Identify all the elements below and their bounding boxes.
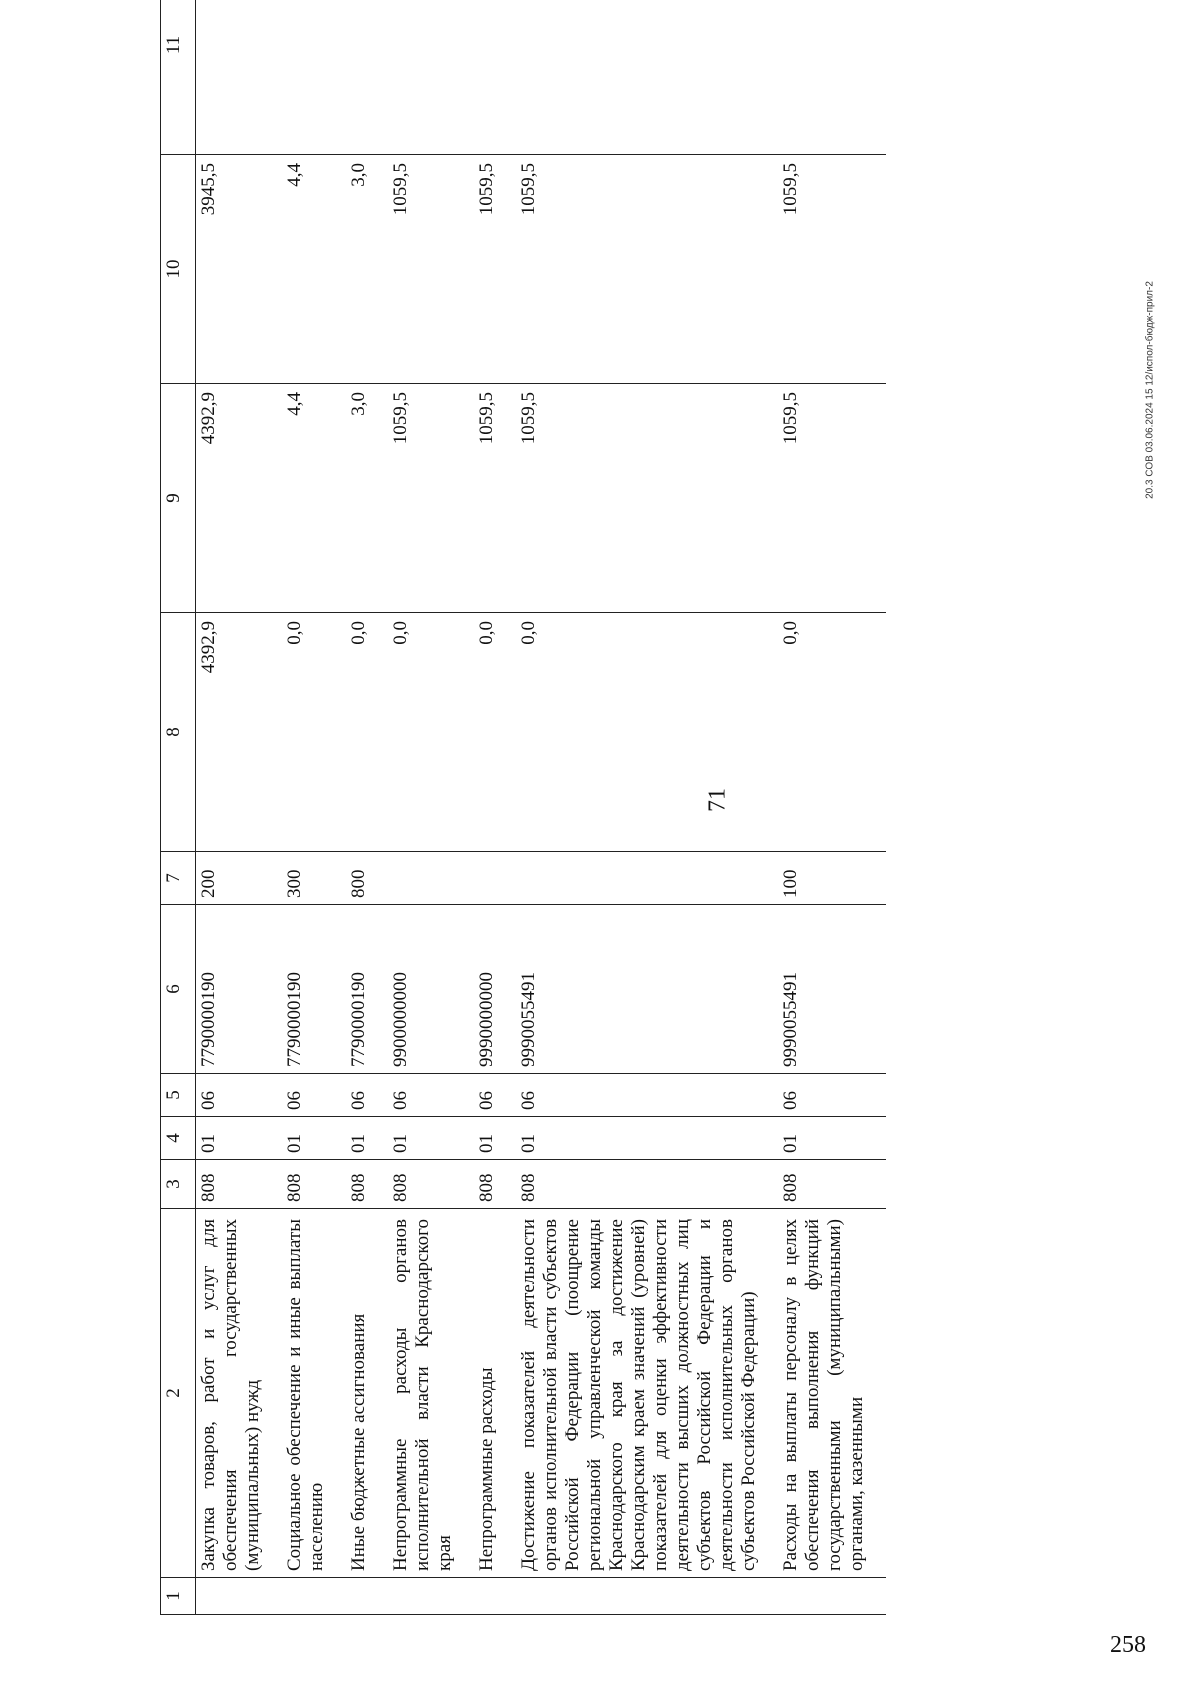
table-row: [778, 0, 886, 1615]
row-c3: 808: [778, 1160, 886, 1209]
row-c11: [346, 0, 388, 155]
row-c8: 0,0: [388, 613, 474, 852]
row-c11: [516, 0, 778, 155]
row-c10: 1059,5: [474, 155, 516, 384]
row-c9: 3,0: [346, 384, 388, 613]
row-c4: 01: [474, 1117, 516, 1160]
row-c6: 7790000190: [346, 905, 388, 1074]
row-c11: [778, 0, 886, 155]
row-c9: 1059,5: [474, 384, 516, 613]
row-c6: 9990055491: [778, 905, 886, 1074]
row-c8: 4392,9: [196, 613, 283, 852]
table-row: [388, 0, 474, 1615]
table-row: [346, 0, 388, 1615]
row-name: Закупка товаров, работ и услуг для обеспечения государственных (муниципальных) нужд: [196, 1209, 283, 1578]
row-c11: [388, 0, 474, 155]
row-c11: [196, 0, 283, 155]
row-c9: 1059,5: [778, 384, 886, 613]
row-c3: 808: [346, 1160, 388, 1209]
row-c4: 01: [388, 1117, 474, 1160]
row-c7: 200: [196, 852, 283, 905]
row-c6: 7790000190: [282, 905, 346, 1074]
row-c5: 06: [388, 1074, 474, 1117]
row-c6: 9990000000: [474, 905, 516, 1074]
row-c3: 808: [282, 1160, 346, 1209]
row-c5: 06: [196, 1074, 283, 1117]
row-c4: 01: [778, 1117, 886, 1160]
row-c9: 4,4: [282, 384, 346, 613]
row-c5: 06: [282, 1074, 346, 1117]
page-number: 71: [704, 788, 731, 812]
row-name: Расходы на выплаты персоналу в целях обеспечения выполнения функций государственными (муниципальными) органами, казенными: [778, 1209, 886, 1578]
budget-table: [160, 0, 886, 1615]
col-header-2: 2: [161, 1209, 196, 1578]
row-c11: [282, 0, 346, 155]
row-c10: 1059,5: [516, 155, 778, 384]
row-c9: 1059,5: [388, 384, 474, 613]
document-code: 20.3 СОВ 03.06.2024 15 12/испол-бюдж-прил-2: [1144, 281, 1156, 499]
row-c7: 300: [282, 852, 346, 905]
row-c9: 4392,9: [196, 384, 283, 613]
row-c3: 808: [516, 1160, 778, 1209]
col-header-5: 5: [161, 1074, 196, 1117]
row-c5: 06: [474, 1074, 516, 1117]
col-header-4: 4: [161, 1117, 196, 1160]
row-c6: 7790000190: [196, 905, 283, 1074]
col-header-6: 6: [161, 905, 196, 1074]
row-c3: 808: [474, 1160, 516, 1209]
row-c8: 0,0: [516, 613, 778, 852]
row-c5: 06: [778, 1074, 886, 1117]
row-c3: 808: [388, 1160, 474, 1209]
table-row: [196, 0, 283, 1615]
table-row: [282, 0, 346, 1615]
row-c8: 0,0: [282, 613, 346, 852]
col-header-8: 8: [161, 613, 196, 852]
row-c5: 06: [516, 1074, 778, 1117]
row-c3: 808: [196, 1160, 283, 1209]
row-c10: 1059,5: [388, 155, 474, 384]
row-c7: [474, 852, 516, 905]
table-header-row: [161, 0, 196, 1615]
row-name: Непрограммные расходы органов исполнительной власти Краснодарского края: [388, 1209, 474, 1578]
row-c7: [516, 852, 778, 905]
row-c7: [388, 852, 474, 905]
row-c11: [474, 0, 516, 155]
row-c10: 3,0: [346, 155, 388, 384]
row-name: Иные бюджетные ассигнования: [346, 1209, 388, 1578]
row-c5: 06: [346, 1074, 388, 1117]
table-row: [474, 0, 516, 1615]
row-c6: 9990055491: [516, 905, 778, 1074]
row-c8: 0,0: [778, 613, 886, 852]
row-c8: 0,0: [474, 613, 516, 852]
row-c10: 3945,5: [196, 155, 283, 384]
col-header-7: 7: [161, 852, 196, 905]
row-c4: 01: [196, 1117, 283, 1160]
row-c7: 800: [346, 852, 388, 905]
row-c4: 01: [346, 1117, 388, 1160]
table-row: [516, 0, 778, 1615]
col-header-9: 9: [161, 384, 196, 613]
row-c7: 100: [778, 852, 886, 905]
col-header-11: 11: [161, 0, 196, 155]
col-header-10: 10: [161, 155, 196, 384]
row-c4: 01: [516, 1117, 778, 1160]
col-header-3: 3: [161, 1160, 196, 1209]
row-c6: 9900000000: [388, 905, 474, 1074]
row-c9: 1059,5: [516, 384, 778, 613]
budget-table-rotated: [160, 35, 1200, 1615]
row-c8: 0,0: [346, 613, 388, 852]
row-name: Достижение показателей деятельности органов исполнительной власти субъектов Российской Федерации (поощрение региональной управленческой команды Краснодарского края за достижение Краснодарским краем значений (уровней) показателей для оценки эффективности деятельности высших должностных лиц субъектов Российской Федерации и деятельности исполнительных органов субъектов Российской Федерации): [516, 1209, 778, 1578]
row-name: Непрограммные расходы: [474, 1209, 516, 1578]
row-c10: 4,4: [282, 155, 346, 384]
scan-page-number: 258: [1110, 1632, 1146, 1658]
row-c10: 1059,5: [778, 155, 886, 384]
row-name: Социальное обеспечение и иные выплаты населению: [282, 1209, 346, 1578]
col-header-1: 1: [161, 1578, 196, 1615]
row-c4: 01: [282, 1117, 346, 1160]
